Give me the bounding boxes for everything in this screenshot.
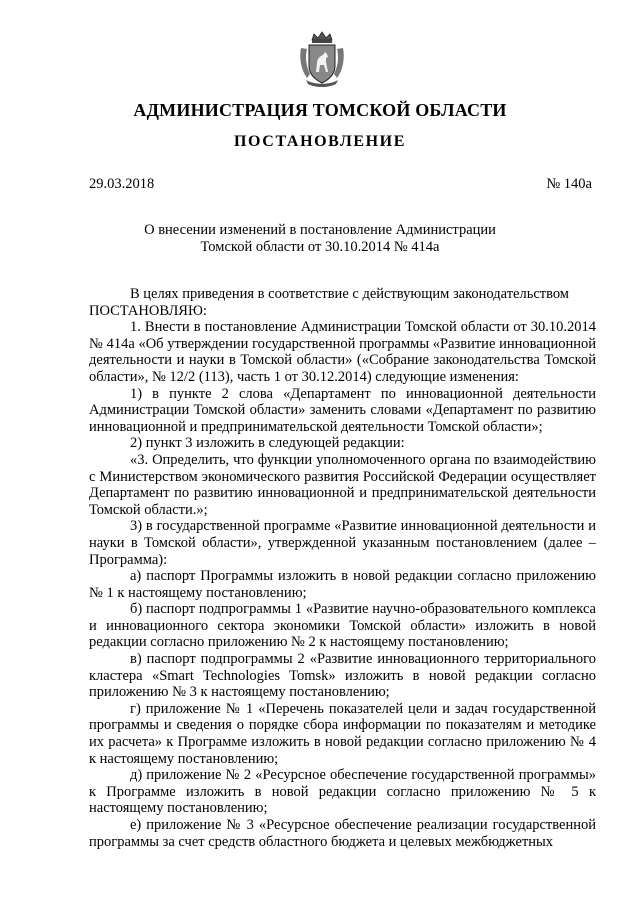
document-body [89,286,596,850]
body-paragraph: в) паспорт подпрограммы 2 «Развитие инновационного территориального кластера «Smart Technologies Tomsk» изложить в новой редакции согласно приложению № 3 к настоящему постановлению; [89,651,596,701]
body-paragraph: д) приложение № 2 «Ресурсное обеспечение государственной программы» к Программе изложить в новой редакции согласно приложению № 5 к настоящему постановлению; [89,767,596,817]
body-paragraph: 1. Внести в постановление Администрации Томской области от 30.10.2014 № 414а «Об утверждении государственной программы «Развитие инновационной деятельности и науки в Томской области» («Собрание законодательства Томской области», № 12/2 (113), часть 1 от 30.12.2014) следующие изменения: [89,319,596,385]
resolve-word: ПОСТАНОВЛЯЮ: [89,302,207,319]
body-paragraph: 1) в пункте 2 слова «Департамент по инновационной деятельности Администрации Томской области» заменить словами «Департамент по развитию инновационной и предпринимательской деятельности Томской области»; [89,385,596,435]
body-paragraph: е) приложение № 3 «Ресурсное обеспечение реализации государственной программы за счет средств областного бюджета и целевых межбюджетных [89,817,596,850]
document-subject [0,222,640,256]
tomsk-oblast-coat-of-arms-icon [298,30,346,88]
body-paragraph: а) паспорт Программы изложить в новой редакции согласно приложению № 1 к настоящему постановлению; [89,568,596,601]
body-paragraph: 2) пункт 3 изложить в следующей редакции: [130,435,405,452]
authority-name: АДМИНИСТРАЦИЯ ТОМСКОЙ ОБЛАСТИ [133,100,507,120]
document-number: № 140а [546,176,592,192]
subject-line: О внесении изменений в постановление Администрации [144,222,496,238]
body-paragraph: 3) в государственной программе «Развитие инновационной деятельности и науки в Томской области», утвержденной указанным постановлением (далее – Программа): [89,518,596,568]
body-paragraph: г) приложение № 1 «Перечень показателей цели и задач государственной программы и сведения о порядке сбора информации по показателям и методике их расчета» к Программе изложить в новой редакции согласно приложению № 4 к настоящему постановлению; [89,700,596,767]
subject-line: Томской области от 30.10.2014 № 414а [200,239,440,255]
document-date: 29.03.2018 [89,176,155,192]
preamble-paragraph: В целях приведения в соответствие с действующим законодательством [130,286,569,302]
body-paragraph: «3. Определить, что функции уполномоченного органа по взаимодействию с Министерством экономического развития Российской Федерации осуществляет Департамент по развитию инновационной и предпринимательской деятельности Томской области.»; [89,451,596,518]
body-paragraph: б) паспорт подпрограммы 1 «Развитие научно-образовательного комплекса и инновационного сектора экономики Томской области» изложить в новой редакции согласно приложению № 2 к настоящему постановлению; [89,601,596,651]
document-type: ПОСТАНОВЛЕНИЕ [234,133,406,150]
